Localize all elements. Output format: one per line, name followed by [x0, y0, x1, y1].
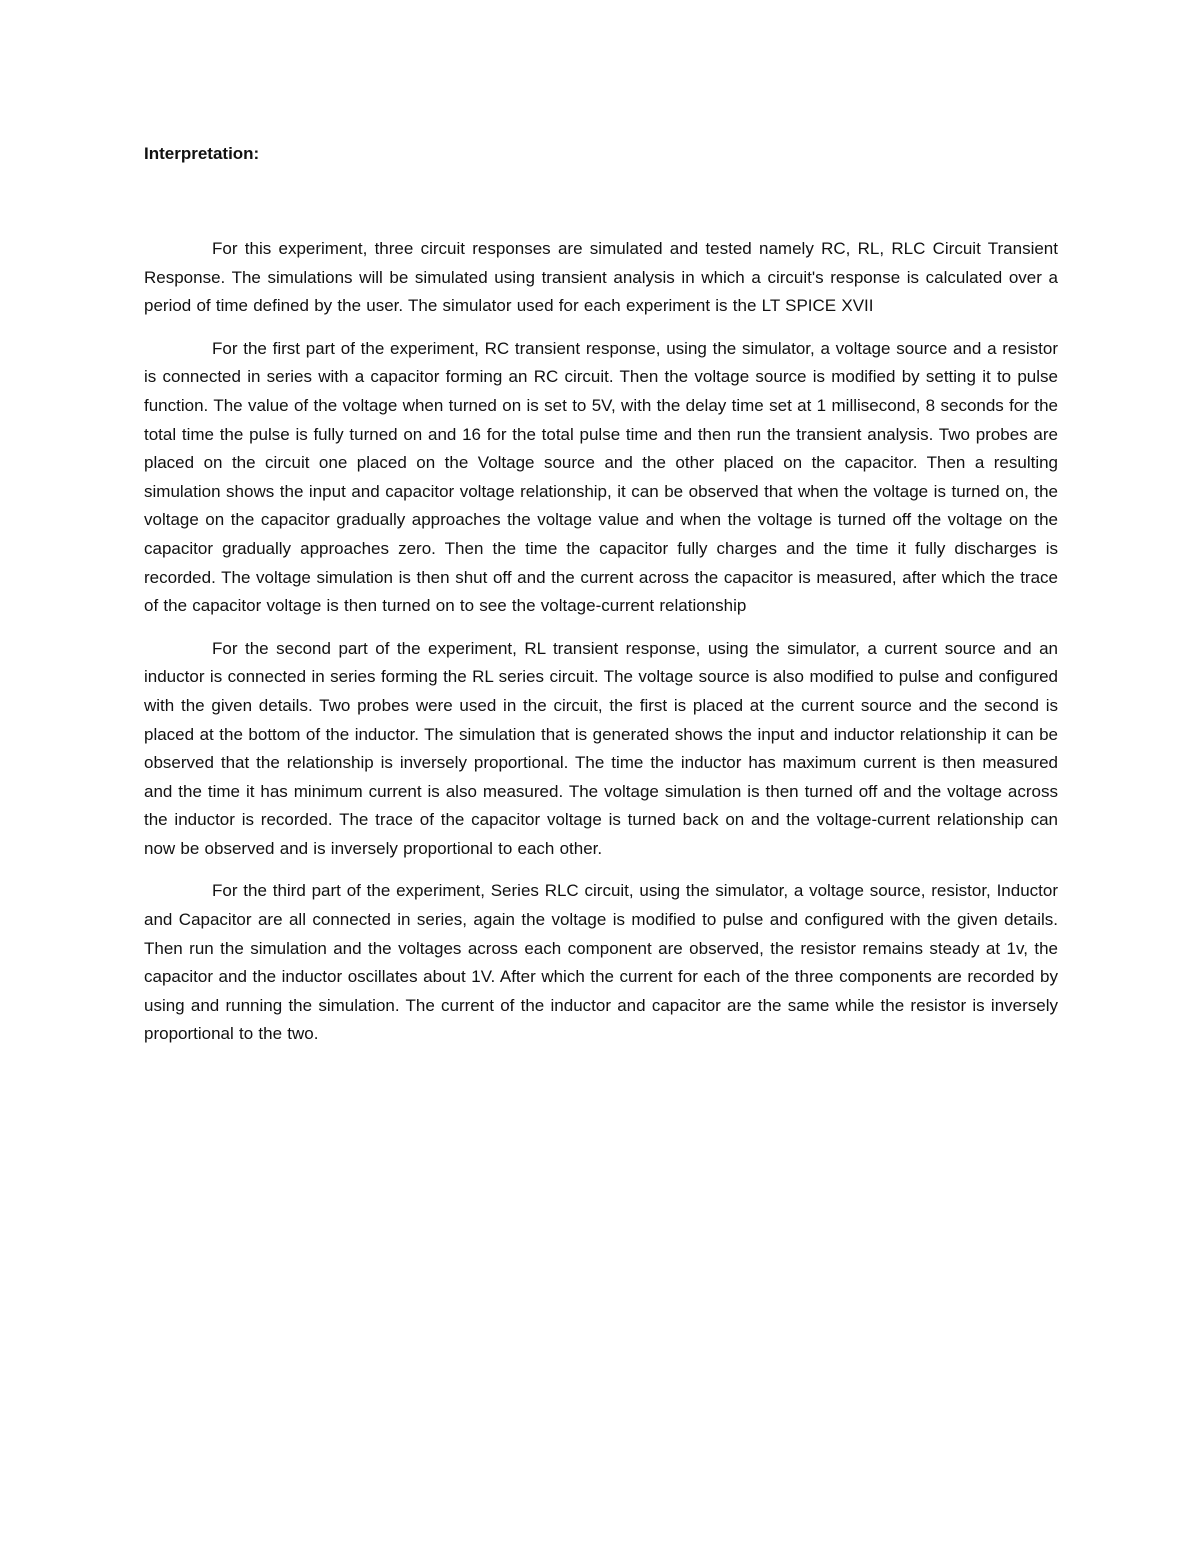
- section-heading: Interpretation:: [144, 144, 260, 163]
- paragraph-rlc-series: For the third part of the experiment, Series RLC circuit, using the simulator, a voltage source, resistor, Inductor and Capacitor are all connected in series, again the voltage is modified to pulse and configured with the given details. Then run the simulation and the voltages across each component are observed, the resistor remains steady at 1v, the capacitor and the inductor oscillates about 1V. After which the current for each of the three components are recorded by using and running the simulation. The current of the inductor and capacitor are the same while the resistor is inversely proportional to the two.: [144, 881, 1058, 1044]
- paragraph-intro: For this experiment, three circuit responses are simulated and tested namely RC, RL, RLC Circuit Transient Response. The simulations will be simulated using transient analysis in which a circuit's response is calculated over a period of time defined by the user. The simulator used for each experiment is the LT SPICE XVII: [144, 239, 1058, 316]
- document-body: [144, 140, 1058, 1063]
- paragraph-rl-transient: For the second part of the experiment, RL transient response, using the simulator, a current source and an inductor is connected in series forming the RL series circuit. The voltage source is also modified to pulse and configured with the given details. Two probes were used in the circuit, the first is placed at the current source and the second is placed at the bottom of the inductor. The simulation that is generated shows the input and inductor relationship it can be observed that the relationship is inversely proportional. The time the inductor has maximum current is then measured and the time it has minimum current is also measured. The voltage simulation is then turned off and the voltage across the inductor is recorded. The trace of the capacitor voltage is turned back on and the voltage-current relationship can now be observed and is inversely proportional to each other.: [144, 638, 1058, 858]
- paragraph-rc-transient: For the first part of the experiment, RC transient response, using the simulator, a voltage source and a resistor is connected in series with a capacitor forming an RC circuit. Then the voltage source is modified by setting it to pulse function. The value of the voltage when turned on is set to 5V, with the delay time set at 1 millisecond, 8 seconds for the total time the pulse is fully turned on and 16 for the total pulse time and then run the transient analysis. Two probes are placed on the circuit one placed on the Voltage source and the other placed on the capacitor. Then a resulting simulation shows the input and capacitor voltage relationship, it can be observed that when the voltage is turned on, the voltage on the capacitor gradually approaches the voltage value and when the voltage is turned off the voltage on the capacitor gradually approaches zero. Then the time the capacitor fully charges and the time it fully discharges is recorded. The voltage simulation is then shut off and the current across the capacitor is measured, after which the trace of the capacitor voltage is then turned on to see the voltage-current relationship: [144, 338, 1058, 616]
